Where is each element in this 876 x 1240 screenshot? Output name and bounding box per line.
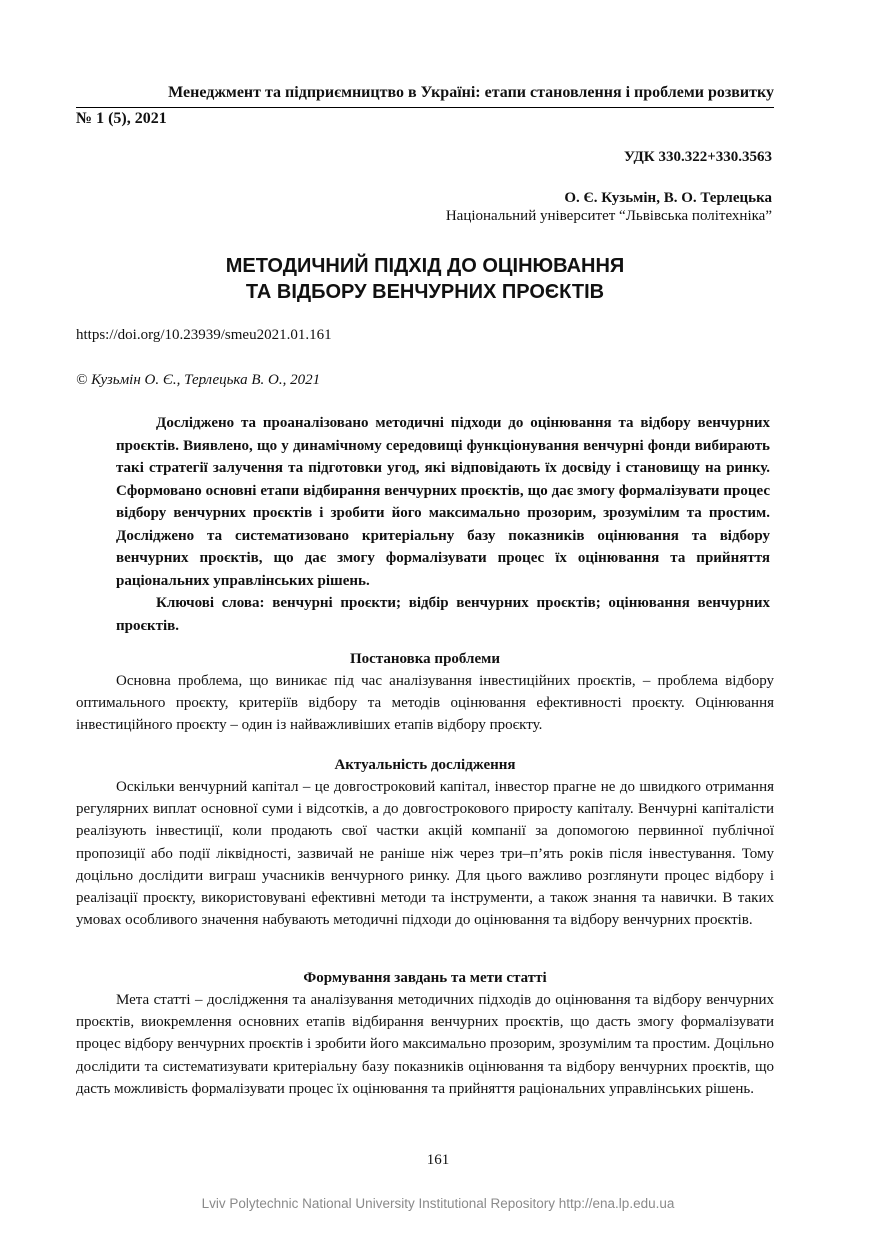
copyright: © Кузьмін О. Є., Терлецька В. О., 2021 xyxy=(76,372,321,388)
section-body: Мета статті – дослідження та аналізування методичних підходів до оцінювання та відбору венчурних проєктів, виокремлення основних етапів відбирання венчурних проєктів, що дасть змогу формалізувати процес відбору венчурних проєктів і зробити його максимально прозорим, зрозумілим та простим. Доцільно дослідити та систематизувати критеріальну базу показників оцінювання та відбору венчурних проєктів, що дасть можливість формалізувати процес їх оцінювання та прийняття раціональних управлінських рішень. xyxy=(76,992,774,1097)
section-problem xyxy=(76,648,774,737)
repository-footer: Lviv Polytechnic National University Institutional Repository http://ena.lp.edu.ua xyxy=(201,1196,675,1211)
doi-link[interactable]: https://doi.org/10.23939/smeu2021.01.161 xyxy=(76,327,332,343)
article-title xyxy=(76,253,774,305)
section-heading: Постановка проблеми xyxy=(350,651,500,667)
keywords: Ключові слова: венчурні проєкти; відбір венчурних проєктів; оцінювання венчурних проєктів. xyxy=(116,595,770,634)
affiliation: Національний університет “Львівська політехніка” xyxy=(445,208,772,224)
section-goals xyxy=(76,967,774,1100)
section-heading: Актуальність дослідження xyxy=(334,757,516,773)
issue-number: № 1 (5), 2021 xyxy=(76,110,167,127)
page-number: 161 xyxy=(426,1152,450,1168)
abstract xyxy=(116,412,770,637)
section-body: Оскільки венчурний капітал – це довгостроковий капітал, інвестор прагне не до швидкого отримання регулярних виплат основної суми і відсотків, а до довгострокового приросту капіталу. Венчурні капіталісти реалізують інвестиції, коли продають свої частки акцій компанії за допомогою первинної публічної пропозиції або події ліквідності, зазвичай не раніше ніж через три–п’ять років після інвестування. Тому доцільно дослідити виграш учасників венчурного ринку. Для цього важливо розглянути процес відбору і реалізації проєкту, використовувані ефективні методи та інструменти, а також знання та навички. В таких умовах особливого значення набувають методичні підходи до оцінювання та відбору венчурних проєктів. xyxy=(76,779,774,929)
title-line-1: МЕТОДИЧНИЙ ПІДХІД ДО ОЦІНЮВАННЯ xyxy=(225,255,625,277)
journal-title: Менеджмент та підприємництво в Україні: етапи становлення і проблеми розвитку xyxy=(76,82,774,108)
title-line-2: ТА ВІДБОРУ ВЕНЧУРНИХ ПРОЄКТІВ xyxy=(245,281,605,303)
section-heading: Формування завдань та мети статті xyxy=(303,970,547,986)
section-relevance xyxy=(76,754,774,931)
udc-code: УДК 330.322+330.3563 xyxy=(624,149,772,165)
abstract-text: Досліджено та проаналізовано методичні підходи до оцінювання та відбору венчурних проєктів. Виявлено, що у динамічному середовищі функціонування венчурні фонди вибирають такі стратегії залучення та підготовки угод, які відповідають їх досвіду і становищу на ринку. Сформовано основні етапи відбирання венчурних проєктів, що дає змогу формалізувати процес відбору венчурних проєктів і зробити його максимально прозорим, зрозумілим та простим. Досліджено та систематизовано критеріальну базу показників оцінювання та відбору венчурних проєктів, що дає змогу формалізувати процес їх оцінювання та прийняття раціональних управлінських рішень. xyxy=(116,415,770,589)
section-body: Основна проблема, що виникає під час аналізування інвестиційних проєктів, – проблема відбору оптимального проєкту, критеріїв відбору та методів оцінювання ефективності проєкту. Оцінювання інвестиційного проєкту – один із найважливіших етапів відбору проєкту. xyxy=(76,673,774,734)
authors: О. Є. Кузьмін, В. О. Терлецька xyxy=(564,190,772,206)
